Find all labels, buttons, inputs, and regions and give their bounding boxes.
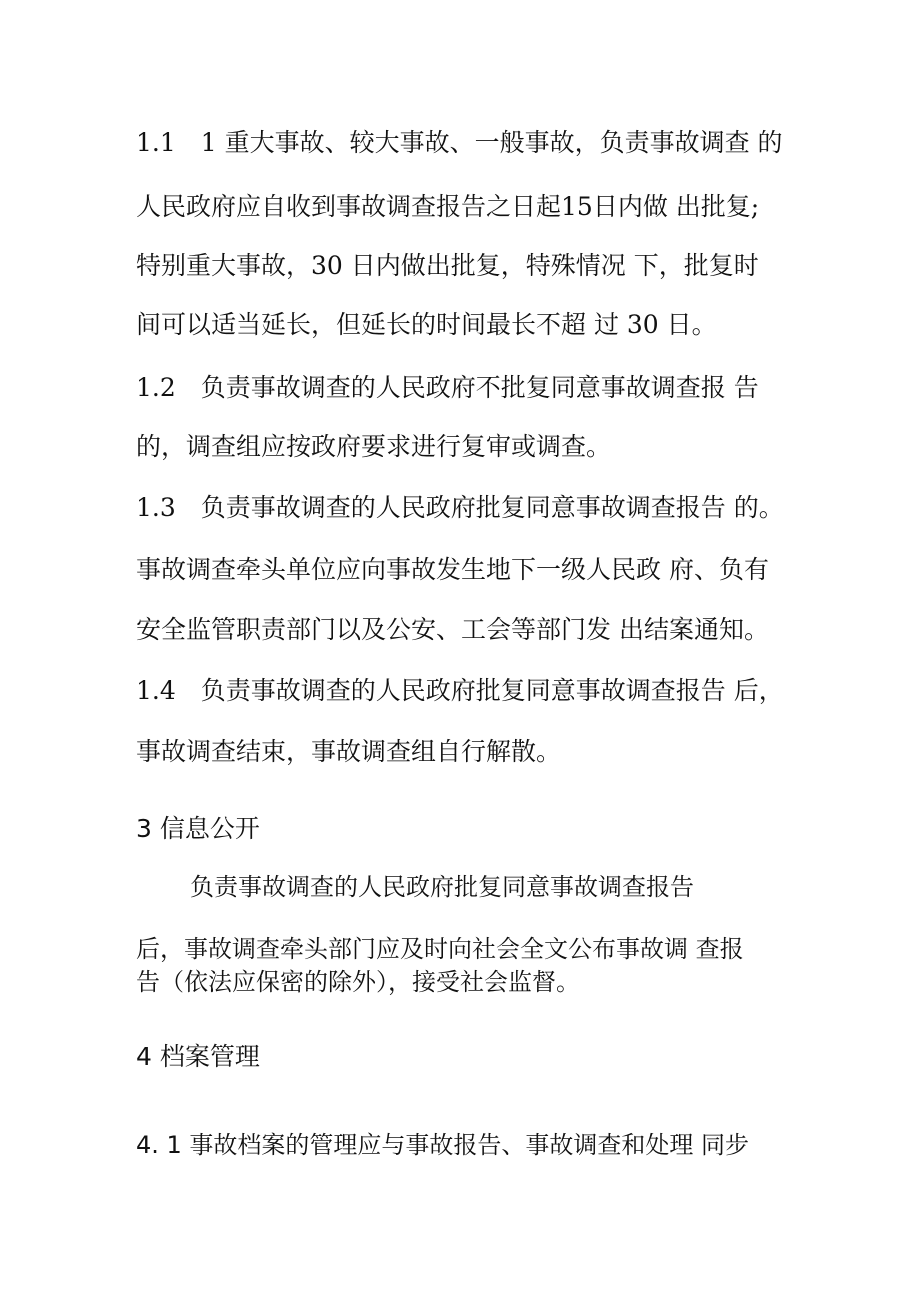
section-heading: 3 信息公开 [136,814,260,843]
paragraph-line: 后，事故调查牵头部门应及时向社会全文公布事故调 查报 [136,935,744,963]
paragraph-line: 负责事故调查的人民政府批复同意事故调查报告 [190,873,694,901]
paragraph-line: 1.1 1 重大事故、较大事故、一般事故，负责事故调查 的 [136,128,783,157]
paragraph-line: 特别重大事故，30 日内做出批复，特殊情况 下，批复时 [136,251,759,280]
paragraph-line: 事故调查牵头单位应向事故发生地下一级人民政 府、负有 [136,555,769,584]
paragraph-line: 4. 1 事故档案的管理应与事故报告、事故调查和处理 同步 [136,1131,750,1159]
paragraph-line: 1.2 负责事故调查的人民政府不批复同意事故调查报 告 [136,373,759,402]
section-heading: 4 档案管理 [136,1042,260,1071]
paragraph-line: 1.3 负责事故调查的人民政府批复同意事故调查报告 的。 [136,493,784,522]
paragraph-line: 1.4 负责事故调查的人民政府批复同意事故调查报告 后， [136,676,784,705]
paragraph-line: 事故调查结束，事故调查组自行解散。 [136,737,562,766]
paragraph-line: 的，调查组应按政府要求进行复审或调查。 [136,432,612,461]
paragraph-line: 人民政府应自收到事故调查报告之日起15日内做 出批复; [136,192,760,221]
paragraph-line: 告（依法应保密的除外），接受社会监督。 [136,968,580,996]
paragraph-line: 间可以适当延长，但延长的时间最长不超 过 30 日。 [136,310,717,339]
paragraph-line: 安全监管职责部门以及公安、工会等部门发 出结案通知。 [136,615,769,644]
